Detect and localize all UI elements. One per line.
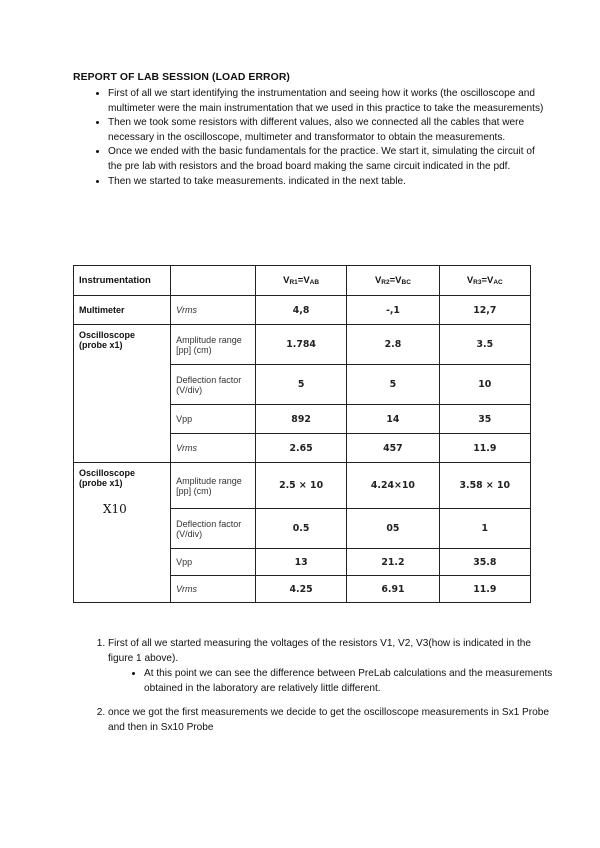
value-cell: 13 [255, 549, 346, 576]
step-item [108, 637, 553, 696]
param-label: Vrms [171, 296, 256, 325]
intro-bullet: • First of all we start identifying the instrumentation and seeing how it works (the oscilloscope and multimeter were the main instrumentation that we used in this practice to take the measurements) [108, 87, 548, 116]
param-label: Vpp [171, 405, 256, 434]
value-cell: 5 [255, 365, 346, 405]
param-label: Amplitude range [pp] (cm) [171, 325, 256, 365]
value-cell: 892 [255, 405, 346, 434]
oscilloscope-x10-label [74, 463, 171, 603]
oscilloscope-x1-text: Oscilloscope (probe x1) [79, 330, 136, 350]
handwritten-x10-note: X10 [103, 502, 127, 516]
header-vr2: $V_{R2}=V_{BC}$ [347, 266, 439, 296]
report-title: REPORT OF LAB SESSION (LOAD ERROR) [73, 72, 290, 83]
intro-bullet-list [88, 87, 548, 189]
table-header-row [74, 266, 531, 296]
oscilloscope-x1-label [74, 325, 171, 463]
value-cell: 35.8 [439, 549, 530, 576]
step-sub-item: • At this point we can see the difference between PreLab calculations and the measurements obtained in the laboratory are relatively little different. [144, 667, 553, 696]
header-instrumentation: Instrumentation [74, 266, 171, 296]
value-cell: 21.2 [347, 549, 439, 576]
value-cell: 11.9 [439, 576, 530, 603]
header-param-blank [171, 266, 256, 296]
value-cell: 10 [439, 365, 530, 405]
value-cell: 11.9 [439, 434, 530, 463]
table-row [74, 296, 531, 325]
oscilloscope-x10-text: Oscilloscope (probe x1) [79, 468, 136, 488]
measurement-table [73, 265, 531, 603]
header-vr3: $V_{R3}=V_{AC}$ [439, 266, 530, 296]
param-label: Deflection factor (V/div) [171, 509, 256, 549]
step-text: once we got the first measurements we decide to get the oscilloscope measurements in Sx1 Probe and then in Sx10 Probe [108, 707, 549, 733]
value-cell: 0.5 [255, 509, 346, 549]
value-cell: 4.25 [255, 576, 346, 603]
param-label: Deflection factor (V/div) [171, 365, 256, 405]
value-cell: 457 [347, 434, 439, 463]
header-vr1: $V_{R1}=V_{AB}$ [255, 266, 346, 296]
value-cell: 35 [439, 405, 530, 434]
value-cell: 1 [439, 509, 530, 549]
value-cell: 5 [347, 365, 439, 405]
value-cell: 12,7 [439, 296, 530, 325]
intro-bullet: • Then we took some resistors with different values, also we connected all the cables that were necessary in the oscilloscope, multimeter and transformator to obtain the measurements. [108, 116, 548, 145]
param-label: Vpp [171, 549, 256, 576]
value-cell: 4,8 [255, 296, 346, 325]
param-label: Vrms [171, 576, 256, 603]
value-cell: 6.91 [347, 576, 439, 603]
step-text: First of all we started measuring the voltages of the resistors V1, V2, V3(how is indicated in the figure 1 above). [108, 638, 532, 664]
value-cell: 3.58 × 10 [439, 463, 530, 509]
multimeter-label: Multimeter [74, 296, 171, 325]
value-cell: 1.784 [255, 325, 346, 365]
value-cell: 3.5 [439, 325, 530, 365]
param-label: Vrms [171, 434, 256, 463]
value-cell: 4.24×10 [347, 463, 439, 509]
value-cell: 2.65 [255, 434, 346, 463]
value-cell: 14 [347, 405, 439, 434]
steps-list [88, 637, 553, 746]
value-cell: 2.8 [347, 325, 439, 365]
step-item [108, 706, 553, 735]
table-row [74, 463, 531, 509]
param-label: Amplitude range [pp] (cm) [171, 463, 256, 509]
value-cell: 05 [347, 509, 439, 549]
value-cell: -,1 [347, 296, 439, 325]
table-row [74, 325, 531, 365]
step-sub-list [108, 667, 553, 696]
intro-bullet: • Then we started to take measurements. indicated in the next table. [108, 175, 548, 190]
intro-bullet: • Once we ended with the basic fundamentals for the practice. We start it, simulating the circuit of the pre lab with resistors and the broad board making the same circuit indicated in the pdf. [108, 145, 548, 174]
value-cell: 2.5 × 10 [255, 463, 346, 509]
